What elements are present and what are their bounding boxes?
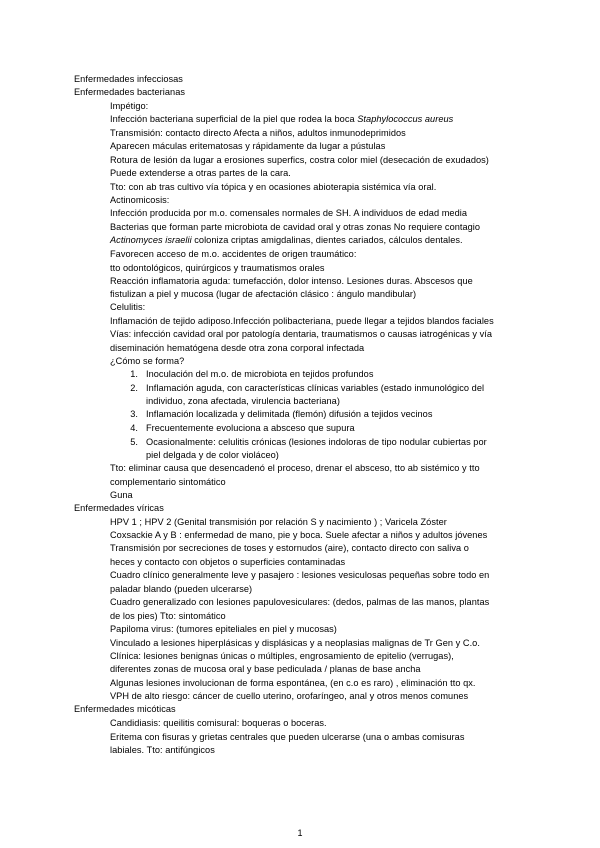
- list-item: Frecuentemente evoluciona a absceso que supura: [146, 423, 355, 433]
- list-number: 5.: [130, 437, 138, 447]
- viral-line: de los pies) Tto: sintomático: [110, 611, 226, 621]
- actino-line: Actinomyces israelii coloniza criptas amigdalinas, dientes cariados, cálculos dentales.: [110, 235, 463, 245]
- guna-label: Guna: [110, 490, 133, 500]
- mycotic-line: Candidiasis: queilitis comisural: boqueras o boceras.: [110, 718, 327, 728]
- heading-viral: Enfermedades víricas: [74, 503, 164, 513]
- list-item: Ocasionalmente: celulitis crónicas (lesiones indoloras de tipo nodular cubiertas por: [146, 437, 487, 447]
- list-item: Inoculación del m.o. de microbiota en tejidos profundos: [146, 369, 374, 379]
- list-number: 1.: [130, 369, 138, 379]
- actino-title: Actinomicosis:: [110, 195, 170, 205]
- heading-mycotic: Enfermedades micóticas: [74, 704, 176, 714]
- viral-line: Papiloma virus: (tumores epiteliales en piel y mucosas): [110, 624, 337, 634]
- impetigo-line: Rotura de lesión da lugar a erosiones superfics, costra color miel (desecación de exudados): [110, 155, 489, 165]
- list-item: Inflamación localizada y delimitada (flemón) difusión a tejidos vecinos: [146, 409, 433, 419]
- actino-line: Reacción inflamatoria aguda: tumefacción, dolor intenso. Lesiones duras. Abscesos que: [110, 276, 473, 286]
- viral-line: Coxsackie A y B : enfermedad de mano, pie y boca. Suele afectar a niños y adultos jóvenes: [110, 530, 488, 540]
- actino-line: Infección producida por m.o. comensales normales de SH. A individuos de edad media: [110, 208, 467, 218]
- impetigo-line: Tto: con ab tras cultivo vía tópica y en ocasiones abioterapia sistémica vía oral.: [110, 182, 437, 192]
- impetigo-line: Puede extenderse a otras partes de la cara.: [110, 168, 291, 178]
- celulitis-line: Vías: infección cavidad oral por patología dentaria, traumatismos o causas iatrogénicas y vía: [110, 329, 493, 339]
- list-number: 4.: [130, 423, 138, 433]
- viral-line: HPV 1 ; HPV 2 (Genital transmisión por relación S y nacimiento ) ; Varicela Zóster: [110, 517, 447, 527]
- actino-line: Favorecen acceso de m.o. accidentes de origen traumático:: [110, 249, 357, 259]
- viral-line: diferentes zonas de mucosa oral y base pediculada / planas de base ancha: [110, 664, 421, 674]
- celulitis-line: diseminación hematógena desde otra zona corporal infectada: [110, 343, 365, 353]
- celulitis-tto: Tto: eliminar causa que desencadenó el proceso, drenar el absceso, tto ab sistémico y tto: [110, 463, 480, 473]
- heading-infectious: Enfermedades infecciosas: [74, 74, 183, 84]
- viral-line: Transmisión por secreciones de toses y estornudos (aire), contacto directo con saliva o: [110, 543, 469, 553]
- celulitis-line: Inflamación de tejido adiposo.Infección polibacteriana, puede llegar a tejidos blandos faciales: [110, 316, 494, 326]
- heading-bacterial: Enfermedades bacterianas: [74, 87, 186, 97]
- actino-line: Bacterias que forman parte microbiota de cavidad oral y otras zonas No requiere contagio: [110, 222, 481, 232]
- impetigo-line: Aparecen máculas eritematosas y rápidamente da lugar a pústulas: [110, 141, 386, 151]
- list-item-continuation: individuo, zona afectada, virulencia bacteriana): [146, 396, 340, 406]
- viral-line: Algunas lesiones involucionan de forma espontánea, (en c.o es raro) , eliminación tto qx.: [110, 678, 476, 688]
- list-item: Inflamación aguda, con características clínicas variables (estado inmunológico del: [146, 383, 485, 393]
- actino-line: tto odontológicos, quirúrgicos y traumatismos orales: [110, 263, 325, 273]
- impetigo-title: Impétigo:: [110, 101, 149, 111]
- viral-line: Cuadro clínico generalmente leve y pasajero : lesiones vesiculosas pequeñas sobre todo en: [110, 570, 490, 580]
- celulitis-question: ¿Cómo se forma?: [110, 356, 185, 366]
- impetigo-line: Infección bacteriana superficial de la piel que rodea la boca Staphylococcus aureus: [110, 114, 454, 124]
- mycotic-line: labiales. Tto: antifúngicos: [110, 745, 215, 755]
- mycotic-line: Eritema con fisuras y grietas centrales que pueden ulcerarse (una o ambas comisuras: [110, 732, 465, 742]
- impetigo-line: Transmisión: contacto directo Afecta a niños, adultos inmunodeprimidos: [110, 128, 406, 138]
- viral-line: heces y contacto con objetos o superficies contaminadas: [110, 557, 346, 567]
- actino-line: fistulizan a piel y mucosa (lugar de afectación clásico : ángulo mandibular): [110, 289, 417, 299]
- list-item-continuation: piel delgada y de color violáceo): [146, 450, 279, 460]
- viral-line: VPH de alto riesgo: cáncer de cuello uterino, orofaríngeo, anal y otros menos comunes: [110, 691, 469, 701]
- celulitis-title: Celulitis:: [110, 302, 146, 312]
- list-number: 3.: [130, 409, 138, 419]
- viral-line: Vinculado a lesiones hiperplásicas y displásicas y a neoplasias malignas de Tr Gen y C.o.: [110, 638, 480, 648]
- viral-line: Cuadro generalizado con lesiones papulovesiculares: (dedos, palmas de las manos, plantas: [110, 597, 490, 607]
- celulitis-tto: complementario sintomático: [110, 477, 226, 487]
- page-number: 1: [297, 828, 303, 838]
- viral-line: Clínica: lesiones benignas únicas o múltiples, engrosamiento de epitelio (verrugas),: [110, 651, 454, 661]
- viral-line: paladar blando (pueden ulcerarse): [110, 584, 253, 594]
- list-number: 2.: [130, 383, 138, 393]
